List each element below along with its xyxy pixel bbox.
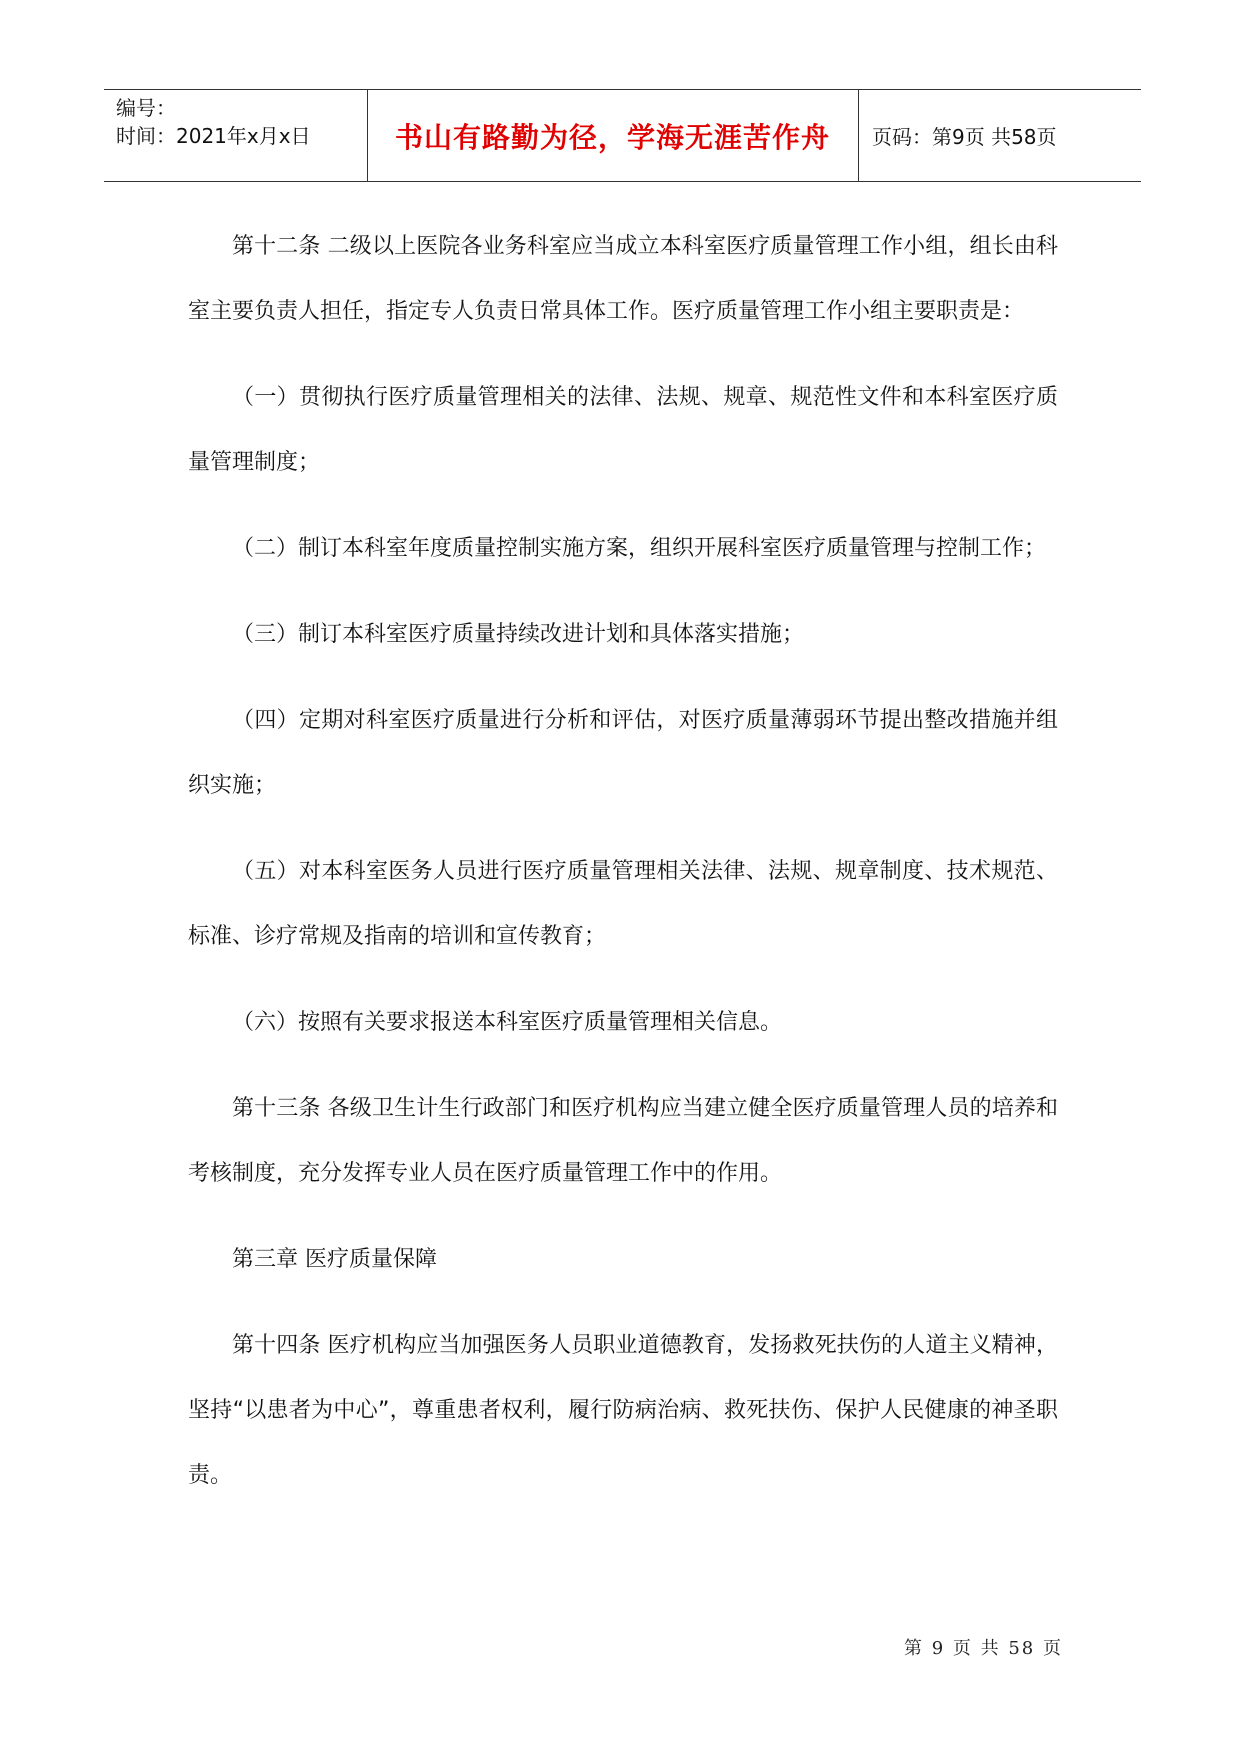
article-13-paragraph: 第十三条 各级卫生计生行政部门和医疗机构应当建立健全医疗质量管理人员的培养和考核制度，充分发挥专业人员在医疗质量管理工作中的作用。 <box>188 1096 1058 1186</box>
article-14-paragraph: 第十四条 医疗机构应当加强医务人员职业道德教育，发扬救死扶伤的人道主义精神，坚持“以患者为中心”，尊重患者权利，履行防病治病、救死扶伤、保护人民健康的神圣职责。 <box>188 1333 1058 1488</box>
document-time-label: 时间：2021年x月x日 <box>116 124 311 148</box>
list-item-4: （四）定期对科室医疗质量进行分析和评估，对医疗质量薄弱环节提出整改措施并组织实施； <box>188 708 1058 798</box>
page-footer: 第 9 页 共 58 页 <box>904 1638 1063 1659</box>
header-page-number: 页码：第9页 共58页 <box>872 125 1057 149</box>
article-12-paragraph: 第十二条 二级以上医院各业务科室应当成立本科室医疗质量管理工作小组，组长由科室主要负责人担任，指定专人负责日常具体工作。医疗质量管理工作小组主要职责是： <box>188 234 1058 324</box>
document-body <box>188 214 1058 1529</box>
header-slogan: 书山有路勤为径，学海无涯苦作舟 <box>394 120 830 154</box>
list-item-3: （三）制订本科室医疗质量持续改进计划和具体落实措施； <box>232 622 805 647</box>
chapter-heading: 第三章 医疗质量保障 <box>232 1247 437 1272</box>
list-item-5: （五）对本科室医务人员进行医疗质量管理相关法律、法规、规章制度、技术规范、标准、诊疗常规及指南的培训和宣传教育； <box>188 859 1058 949</box>
header-divider <box>858 90 859 181</box>
page-header <box>104 89 1141 182</box>
list-item-6: （六）按照有关要求报送本科室医疗质量管理相关信息。 <box>232 1010 783 1035</box>
list-item-2: （二）制订本科室年度质量控制实施方案，组织开展科室医疗质量管理与控制工作； <box>232 536 1047 561</box>
document-number-label: 编号： <box>116 96 176 120</box>
header-meta <box>116 94 311 150</box>
list-item-1: （一）贯彻执行医疗质量管理相关的法律、法规、规章、规范性文件和本科室医疗质量管理制度； <box>188 385 1058 475</box>
